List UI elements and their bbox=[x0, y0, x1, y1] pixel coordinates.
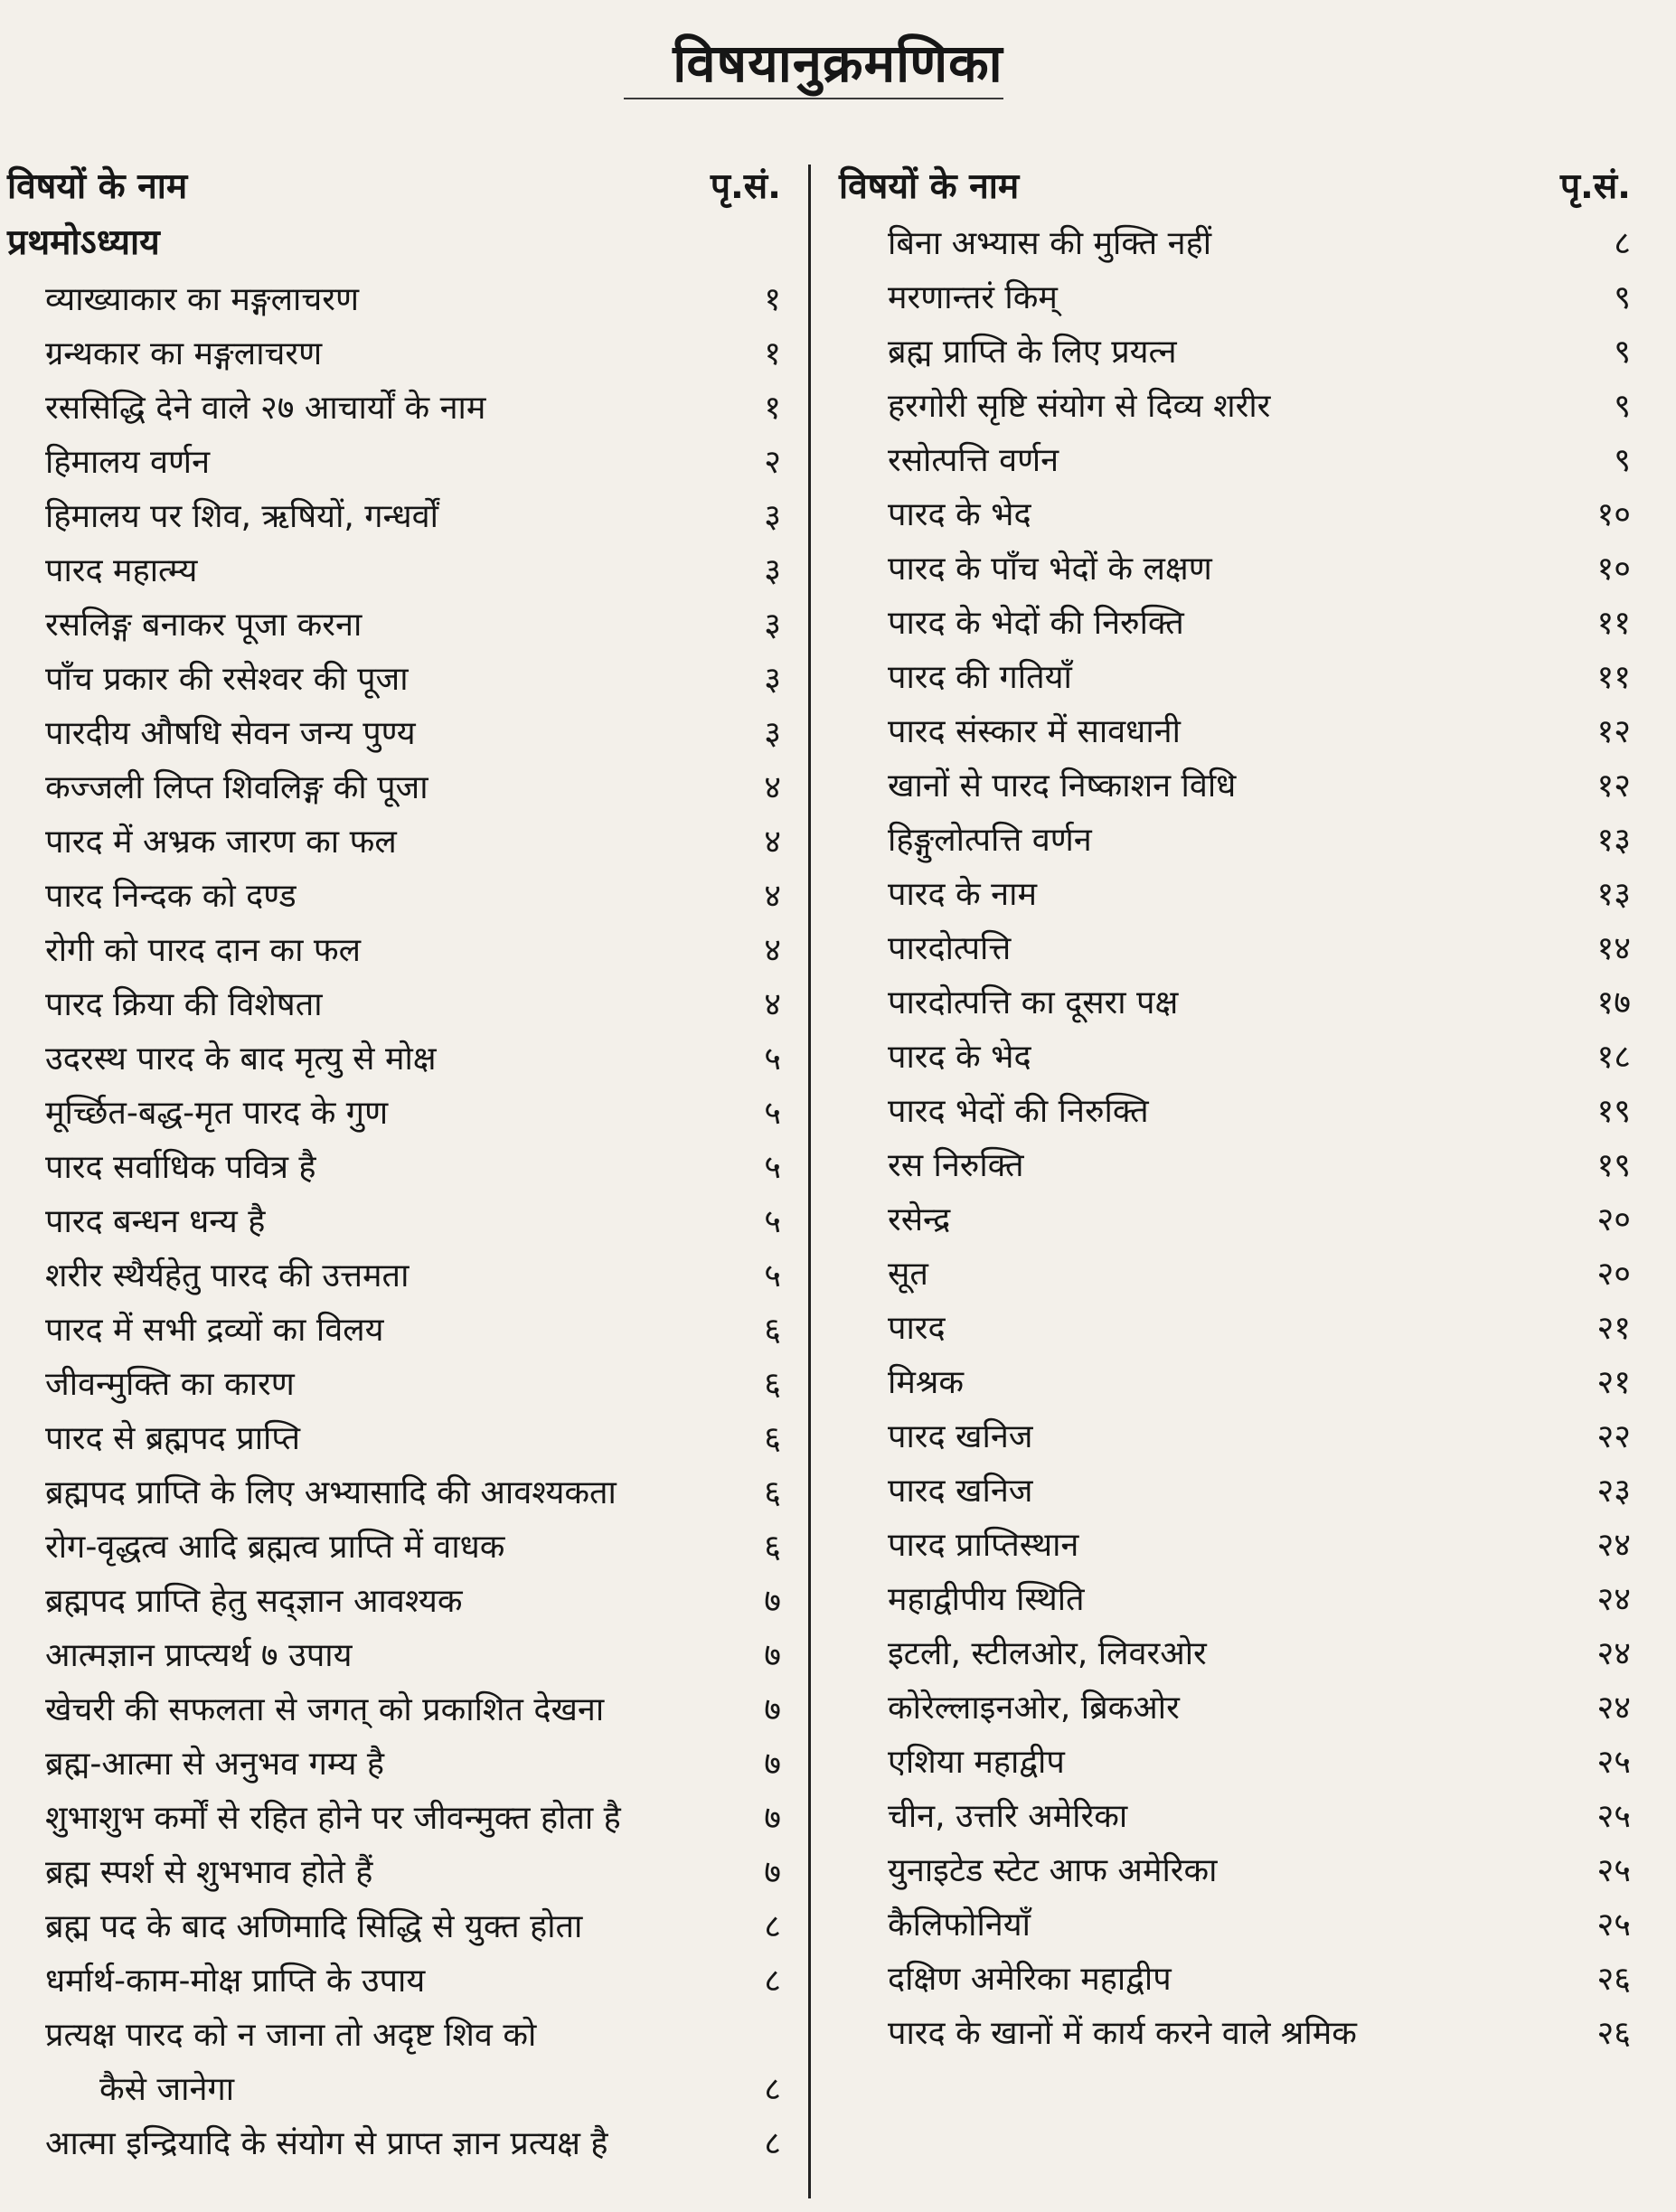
index-entry bbox=[0, 815, 786, 870]
entry-topic: पारद खनिज bbox=[888, 1473, 1033, 1510]
entry-page-number: १२ bbox=[1596, 713, 1631, 750]
index-entry bbox=[832, 1410, 1636, 1464]
entry-page-number: २० bbox=[1596, 1201, 1631, 1238]
index-entry bbox=[832, 217, 1636, 271]
entry-topic: ब्रह्म-आत्मा से अनुभव गम्य है bbox=[45, 1746, 385, 1783]
index-entry bbox=[0, 1846, 786, 1900]
entry-page-number: २४ bbox=[1596, 1635, 1631, 1672]
entry-page-number: २५ bbox=[1596, 1744, 1631, 1781]
entry-topic: व्याख्याकार का मङ्गलाचरण bbox=[45, 281, 359, 318]
entry-topic: पाँच प्रकार की रसेश्वर की पूजा bbox=[45, 661, 409, 698]
index-entry bbox=[832, 759, 1636, 814]
index-entry bbox=[832, 597, 1636, 651]
left-header-topic: विषयों के नाम bbox=[7, 166, 188, 207]
index-entry bbox=[0, 490, 786, 544]
entry-page-number: ४ bbox=[764, 986, 781, 1023]
entry-topic: दक्षिण अमेरिका महाद्वीप bbox=[888, 1961, 1172, 1998]
entry-topic: ब्रह्म स्पर्श से शुभभाव होते हैं bbox=[45, 1854, 373, 1891]
entry-page-number: १२ bbox=[1596, 767, 1631, 805]
entry-topic: आत्मा इन्द्रियादि के संयोग से प्राप्त ज्ञान प्रत्यक्ष है bbox=[45, 2125, 608, 2162]
column-divider bbox=[808, 165, 811, 2198]
index-entry bbox=[832, 1736, 1636, 1790]
index-entry bbox=[832, 1790, 1636, 1844]
entry-page-number: १ bbox=[764, 335, 781, 372]
index-entry bbox=[0, 544, 786, 598]
entry-page-number: ११ bbox=[1596, 659, 1631, 696]
index-entry bbox=[832, 868, 1636, 922]
entry-topic: शरीर स्थैर्यहेतु पारद की उत्तमता bbox=[45, 1257, 410, 1294]
entry-topic: मरणान्तरं किम् bbox=[888, 279, 1058, 316]
entry-topic: जीवन्मुक्ति का कारण bbox=[45, 1366, 295, 1403]
entry-page-number: ७ bbox=[764, 1583, 781, 1620]
index-entry bbox=[0, 1032, 786, 1087]
index-entry bbox=[832, 1356, 1636, 1410]
entry-topic: पारद क्रिया की विशेषता bbox=[45, 986, 323, 1023]
index-entry bbox=[832, 434, 1636, 488]
entry-page-number: १९ bbox=[1596, 1093, 1631, 1130]
entry-topic: युनाइटेड स्टेट आफ अमेरिका bbox=[888, 1852, 1218, 1889]
entry-page-number: ५ bbox=[764, 1203, 781, 1240]
entry-page-number: २१ bbox=[1596, 1364, 1631, 1401]
index-entry bbox=[832, 488, 1636, 542]
entry-topic: मूर्च्छित-बद्ध-मृत पारद के गुण bbox=[45, 1095, 389, 1132]
entry-page-number: १४ bbox=[1596, 930, 1631, 967]
entry-topic: उदरस्थ पारद के बाद मृत्यु से मोक्ष bbox=[45, 1040, 437, 1078]
index-entry bbox=[0, 761, 786, 815]
index-entry bbox=[832, 2007, 1636, 2061]
entry-page-number: ८ bbox=[764, 1963, 781, 2000]
entry-topic: बिना अभ्यास की मुक्ति नहीं bbox=[888, 225, 1212, 262]
entry-page-number: २४ bbox=[1596, 1581, 1631, 1618]
entry-page-number: ४ bbox=[764, 824, 781, 861]
entry-topic: पारद महात्म्य bbox=[45, 552, 198, 589]
entry-page-number: २५ bbox=[1596, 1906, 1631, 1944]
index-entry bbox=[0, 1629, 786, 1683]
index-entry bbox=[0, 1520, 786, 1575]
left-header-page: पृ.सं. bbox=[710, 166, 781, 207]
index-entry bbox=[0, 327, 786, 381]
entry-page-number: २० bbox=[1596, 1256, 1631, 1293]
entry-topic: धर्मार्थ-काम-मोक्ष प्राप्ति के उपाय bbox=[45, 1963, 426, 2000]
index-entry bbox=[0, 1195, 786, 1249]
index-entry bbox=[832, 705, 1636, 759]
entry-topic: ब्रह्मपद प्राप्ति हेतु सद्ज्ञान आवश्यक bbox=[45, 1583, 463, 1620]
entry-page-number: १ bbox=[764, 281, 781, 318]
entry-topic: ब्रह्म प्राप्ति के लिए प्रयत्न bbox=[888, 334, 1177, 371]
entry-topic: कैसे जानेगा bbox=[99, 2071, 235, 2108]
entry-topic: रसलिङ्ग बनाकर पूजा करना bbox=[45, 607, 363, 644]
index-entry bbox=[0, 978, 786, 1032]
entry-topic: पारद संस्कार में सावधानी bbox=[888, 713, 1181, 750]
entry-page-number: २६ bbox=[1596, 2015, 1631, 2052]
entry-topic: आत्मज्ञान प्राप्त्यर्थ ७ उपाय bbox=[45, 1637, 353, 1674]
index-entry bbox=[832, 1139, 1636, 1193]
entry-topic: खानों से पारद निष्काशन विधि bbox=[888, 767, 1237, 805]
entry-topic: हरगोरी सृष्टि संयोग से दिव्य शरीर bbox=[888, 388, 1271, 425]
index-entry bbox=[832, 1464, 1636, 1519]
entry-topic: रोग-वृद्धत्व आदि ब्रह्मत्व प्राप्ति में वाधक bbox=[45, 1529, 505, 1566]
entry-page-number: ४ bbox=[764, 932, 781, 969]
index-entry bbox=[832, 380, 1636, 434]
index-entry bbox=[0, 1412, 786, 1466]
entry-page-number: ८ bbox=[1614, 225, 1631, 262]
entry-page-number: १७ bbox=[1596, 984, 1631, 1021]
entry-topic: पारद भेदों की निरुक्ति bbox=[888, 1093, 1149, 1130]
entry-topic: पारद के भेद bbox=[888, 496, 1031, 533]
entry-topic: प्रत्यक्ष पारद को न जाना तो अदृष्ट शिव को bbox=[45, 2017, 537, 2054]
entry-page-number: ६ bbox=[764, 1529, 781, 1566]
entry-topic: रोगी को पारद दान का फल bbox=[45, 932, 361, 969]
entry-page-number: २४ bbox=[1596, 1690, 1631, 1727]
entry-topic: कज्जली लिप्त शिवलिङ्ग की पूजा bbox=[45, 769, 428, 806]
entry-page-number: ८ bbox=[764, 1908, 781, 1945]
entry-page-number: ५ bbox=[764, 1149, 781, 1186]
index-entry bbox=[832, 1031, 1636, 1085]
entry-page-number: १ bbox=[764, 390, 781, 427]
entry-page-number: १३ bbox=[1596, 822, 1631, 859]
entry-page-number: ७ bbox=[764, 1637, 781, 1674]
entry-topic: पारदोत्पत्ति bbox=[888, 930, 1012, 967]
right-column bbox=[832, 161, 1636, 2061]
entry-page-number: ७ bbox=[764, 1800, 781, 1837]
entry-page-number: ५ bbox=[764, 1257, 781, 1294]
entry-topic: पारद खनिज bbox=[888, 1418, 1033, 1455]
entry-page-number: २१ bbox=[1596, 1310, 1631, 1347]
entry-topic: पारद के भेदों की निरुक्ति bbox=[888, 605, 1184, 642]
entry-page-number: ९ bbox=[1614, 388, 1631, 425]
right-entry-list bbox=[832, 217, 1636, 2061]
entry-topic: महाद्वीपीय स्थिति bbox=[888, 1581, 1085, 1618]
entry-topic: पारद प्राप्तिस्थान bbox=[888, 1527, 1079, 1564]
entry-page-number: २२ bbox=[1596, 1418, 1631, 1455]
entry-topic: पारद के खानों में कार्य करने वाले श्रमिक bbox=[888, 2015, 1357, 2052]
entry-page-number: ४ bbox=[764, 769, 781, 806]
entry-topic: हिङ्गुलोत्पत्ति वर्णन bbox=[888, 822, 1092, 859]
entry-topic: पारद के नाम bbox=[888, 876, 1037, 913]
entry-topic: हिमालय पर शिव, ऋषियों, गन्धर्वों bbox=[45, 498, 438, 535]
entry-topic: हिमालय वर्णन bbox=[45, 444, 211, 481]
entry-topic: पारदीय औषधि सेवन जन्य पुण्य bbox=[45, 715, 416, 752]
entry-topic: पारदोत्पत्ति का दूसरा पक्ष bbox=[888, 984, 1179, 1021]
entry-page-number: १३ bbox=[1596, 876, 1631, 913]
index-entry bbox=[832, 1193, 1636, 1247]
entry-page-number: ३ bbox=[764, 661, 781, 698]
index-entry bbox=[0, 1141, 786, 1195]
entry-topic: पारद निन्दक को दण्ड bbox=[45, 878, 297, 915]
entry-page-number: १० bbox=[1596, 551, 1631, 588]
entry-page-number: ३ bbox=[764, 607, 781, 644]
entry-topic: कैलिफोनियाँ bbox=[888, 1906, 1031, 1944]
entry-topic: कोरेल्लाइनओर, ब्रिकओर bbox=[888, 1690, 1180, 1727]
entry-page-number: ४ bbox=[764, 878, 781, 915]
index-entry bbox=[0, 1737, 786, 1792]
index-entry bbox=[0, 2063, 786, 2117]
index-entry bbox=[0, 924, 786, 978]
index-entry bbox=[832, 542, 1636, 597]
index-entry bbox=[0, 1792, 786, 1846]
chapter-heading: प्रथमोऽध्याय bbox=[7, 222, 160, 263]
index-entry bbox=[832, 1519, 1636, 1573]
entry-page-number: ६ bbox=[764, 1474, 781, 1511]
entry-topic: शुभाशुभ कर्मों से रहित होने पर जीवन्मुक्त होता है bbox=[45, 1800, 621, 1837]
entry-page-number: ७ bbox=[764, 1691, 781, 1728]
entry-topic: पारद से ब्रह्मपद प्राप्ति bbox=[45, 1420, 300, 1457]
entry-page-number: १९ bbox=[1596, 1147, 1631, 1184]
entry-page-number: ७ bbox=[764, 1746, 781, 1783]
index-entry bbox=[832, 1898, 1636, 1953]
entry-page-number: ८ bbox=[764, 2071, 781, 2108]
index-entry bbox=[832, 325, 1636, 380]
title-underline bbox=[624, 98, 1003, 99]
entry-topic: पारद में सभी द्रव्यों का विलय bbox=[45, 1312, 384, 1349]
entry-page-number: २५ bbox=[1596, 1798, 1631, 1835]
entry-page-number: ८ bbox=[764, 2125, 781, 2162]
entry-topic: मिश्रक bbox=[888, 1364, 964, 1401]
index-entry bbox=[0, 1249, 786, 1304]
index-entry bbox=[0, 273, 786, 327]
index-entry bbox=[832, 1573, 1636, 1627]
entry-page-number: ११ bbox=[1596, 605, 1631, 642]
entry-topic: पारद bbox=[888, 1310, 946, 1347]
index-entry bbox=[832, 1953, 1636, 2007]
entry-page-number: २५ bbox=[1596, 1852, 1631, 1889]
index-entry bbox=[832, 814, 1636, 868]
entry-topic: पारद सर्वाधिक पवित्र है bbox=[45, 1149, 316, 1186]
right-column-header bbox=[832, 161, 1636, 217]
index-entry bbox=[832, 1844, 1636, 1898]
entry-topic: पारद के भेद bbox=[888, 1039, 1031, 1076]
entry-page-number: १८ bbox=[1596, 1039, 1631, 1076]
entry-page-number: ६ bbox=[764, 1420, 781, 1457]
left-column bbox=[0, 161, 786, 2171]
index-entry bbox=[832, 1247, 1636, 1302]
index-entry bbox=[0, 2117, 786, 2171]
entry-page-number: ३ bbox=[764, 552, 781, 589]
entry-topic: एशिया महाद्वीप bbox=[888, 1744, 1065, 1781]
entry-topic: सूत bbox=[888, 1256, 928, 1293]
entry-topic: पारद बन्धन धन्य है bbox=[45, 1203, 266, 1240]
index-entry bbox=[0, 870, 786, 924]
entry-topic: ब्रह्मपद प्राप्ति के लिए अभ्यासादि की आवश्यकता bbox=[45, 1474, 617, 1511]
index-entry bbox=[832, 271, 1636, 325]
entry-page-number: ५ bbox=[764, 1040, 781, 1078]
entry-page-number: ५ bbox=[764, 1095, 781, 1132]
index-entry bbox=[832, 922, 1636, 976]
entry-topic: पारद की गतियाँ bbox=[888, 659, 1072, 696]
left-entry-list bbox=[0, 273, 786, 2171]
entry-topic: ग्रन्थकार का मङ्गलाचरण bbox=[45, 335, 323, 372]
entry-page-number: २३ bbox=[1596, 1473, 1631, 1510]
index-entry bbox=[0, 1954, 786, 2009]
index-entry bbox=[0, 1358, 786, 1412]
entry-topic: रसेन्द्र bbox=[888, 1201, 951, 1238]
right-header-page: पृ.सं. bbox=[1559, 166, 1631, 207]
entry-topic: पारद के पाँच भेदों के लक्षण bbox=[888, 551, 1212, 588]
index-entry bbox=[0, 436, 786, 490]
entry-page-number: २६ bbox=[1596, 1961, 1631, 1998]
entry-page-number: ९ bbox=[1614, 334, 1631, 371]
entry-page-number: ७ bbox=[764, 1854, 781, 1891]
entry-topic: रससिद्धि देने वाले २७ आचार्यों के नाम bbox=[45, 390, 486, 427]
entry-page-number: ९ bbox=[1614, 279, 1631, 316]
entry-topic: चीन, उत्तरि अमेरिका bbox=[888, 1798, 1128, 1835]
index-entry bbox=[0, 1900, 786, 1954]
index-entry bbox=[832, 1085, 1636, 1139]
index-entry bbox=[0, 1575, 786, 1629]
entry-topic: रसोत्पत्ति वर्णन bbox=[888, 442, 1059, 479]
index-entry bbox=[0, 1466, 786, 1520]
index-entry bbox=[832, 1681, 1636, 1736]
entry-page-number: ३ bbox=[764, 715, 781, 752]
entry-page-number: २४ bbox=[1596, 1527, 1631, 1564]
entry-page-number: १० bbox=[1596, 496, 1631, 533]
index-entry bbox=[0, 381, 786, 436]
index-entry bbox=[0, 598, 786, 653]
left-column-header bbox=[0, 161, 786, 217]
index-entry bbox=[0, 1304, 786, 1358]
entry-topic: ब्रह्म पद के बाद अणिमादि सिद्धि से युक्त होता bbox=[45, 1908, 583, 1945]
index-entry bbox=[0, 1087, 786, 1141]
entry-topic: इटली, स्टीलओर, लिवरओर bbox=[888, 1635, 1207, 1672]
index-entry bbox=[0, 707, 786, 761]
index-entry bbox=[832, 1302, 1636, 1356]
entry-page-number: ९ bbox=[1614, 442, 1631, 479]
entry-topic: खेचरी की सफलता से जगत् को प्रकाशित देखना bbox=[45, 1691, 605, 1728]
index-entry bbox=[0, 653, 786, 707]
index-entry bbox=[832, 976, 1636, 1031]
page-title: विषयानुक्रमणिका bbox=[673, 33, 1003, 94]
entry-topic: पारद में अभ्रक जारण का फल bbox=[45, 824, 397, 861]
index-entry bbox=[0, 2009, 786, 2063]
entry-page-number: २ bbox=[764, 444, 781, 481]
entry-page-number: ६ bbox=[764, 1366, 781, 1403]
entry-page-number: ३ bbox=[764, 498, 781, 535]
entry-page-number: ६ bbox=[764, 1312, 781, 1349]
entry-topic: रस निरुक्ति bbox=[888, 1147, 1024, 1184]
index-entry bbox=[832, 1627, 1636, 1681]
index-entry bbox=[832, 651, 1636, 705]
index-entry bbox=[0, 1683, 786, 1737]
right-header-topic: विषयों के नाम bbox=[839, 166, 1020, 207]
